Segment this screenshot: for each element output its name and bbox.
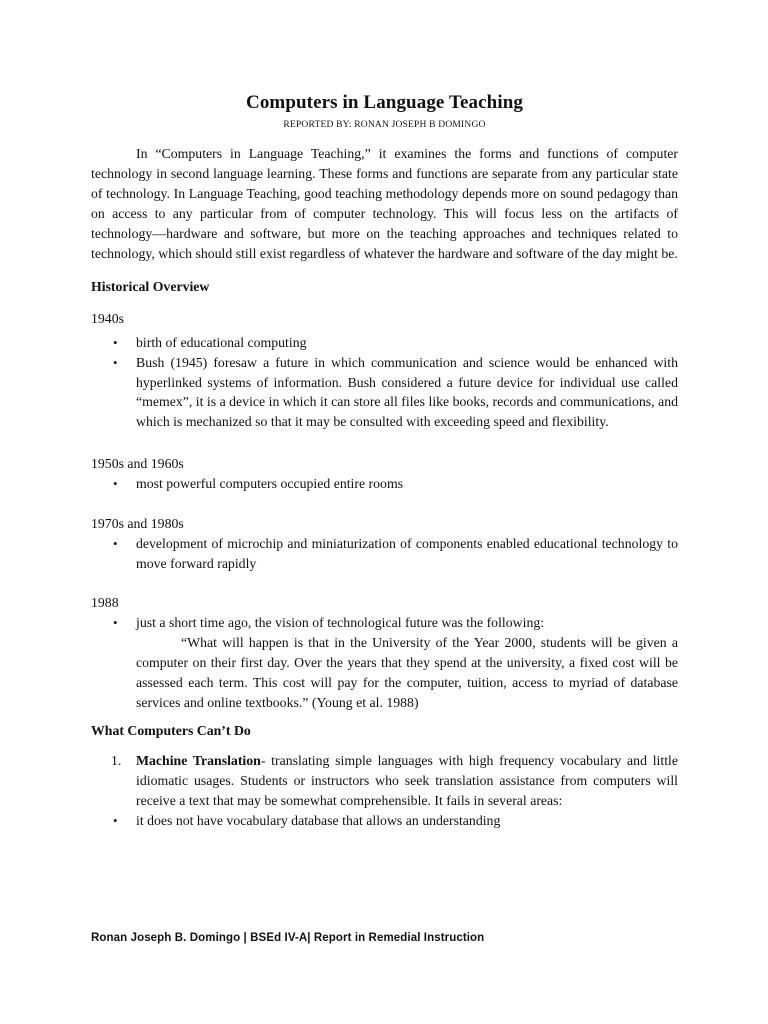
bullet-icon: • (113, 475, 118, 491)
era-label-1988: 1988 (91, 595, 119, 611)
list-item-text: - translating simple languages with high frequency vocabulary and little idiomatic usages. Students or instructors who seek translation assistance from computers will receive a text that may be somewhat comprehensible. It fails in several areas: (136, 753, 679, 808)
bullet-icon: • (113, 335, 118, 350)
bullet-icon: • (113, 535, 118, 551)
list-item-text: development of microchip and miniaturization of components enabled educational technology to move forward rapidly (136, 535, 678, 571)
list-item (91, 534, 678, 574)
era-label-1940s: 1940s (91, 311, 124, 326)
bullet-list-1970s (91, 534, 678, 574)
what-computers-cant-do-heading: What Computers Can’t Do (91, 723, 251, 739)
era-label-1970s: 1970s and 1980s (91, 515, 184, 531)
list-item-text: just a short time ago, the vision of technological future was the following: (136, 615, 545, 631)
historical-overview-heading: Historical Overview (91, 279, 210, 294)
intro-paragraph: In “Computers in Language Teaching,” it examines the forms and functions of computer technology in second language learning. These forms and functions are separate from any particular state of technology. In Language Teaching, good teaching methodology depends more on sound pedagogy than on access to any particular from of computer technology. This will focus less on the artifacts of technology—hardware and software, but more on the teaching approaches and techniques related to technology, which should still exist regardless of whatever the hardware and software of the day might be. (91, 146, 678, 261)
list-item-text: it does not have vocabulary database that allows an understanding (136, 812, 501, 828)
reported-by-line: REPORTED BY: RONAN JOSEPH B DOMINGO (283, 120, 486, 130)
list-item (91, 353, 678, 432)
bullet-icon: • (113, 812, 118, 828)
list-number: 1. (111, 753, 122, 769)
list-item-text: birth of educational computing (136, 335, 307, 350)
list-item (91, 474, 678, 494)
bullet-list-1988 (91, 613, 678, 633)
list-item-text: most powerful computers occupied entire rooms (136, 475, 404, 491)
bullet-list-1950s (91, 474, 678, 494)
numbered-list (91, 751, 678, 810)
list-item-term: Machine Translation (136, 753, 261, 769)
bullet-icon: • (113, 354, 118, 370)
bullet-list-1940s (91, 333, 678, 432)
era-label-1950s: 1950s and 1960s (91, 455, 184, 471)
list-item (91, 751, 678, 810)
list-item (91, 811, 678, 831)
document-body (91, 88, 678, 831)
bullet-list-translation (91, 811, 678, 831)
bullet-icon: • (113, 615, 118, 631)
young-quote: “What will happen is that in the University of the Year 2000, students will be given a computer on their first day. Over the years that they spend at the university, a fixed cost will be assessed each term. This cost will pay for the computer, tuition, access to myriad of database services and online textbooks.” (Young et al. 1988) (136, 635, 678, 710)
page-footer: Ronan Joseph B. Domingo | BSEd IV-A| Report in Remedial Instruction (91, 932, 485, 944)
list-item (91, 333, 678, 353)
list-item-text: Bush (1945) foresaw a future in which communication and science would be enhanced with hyperlinked systems of information. Bush considered a future device for individual use called “memex”, it is a device in which it can store all files like books, records and communications, and which is mechanized so that it may be consulted with exceeding speed and flexibility. (136, 354, 678, 430)
document-title: Computers in Language Teaching (246, 92, 523, 113)
list-item (91, 613, 678, 633)
